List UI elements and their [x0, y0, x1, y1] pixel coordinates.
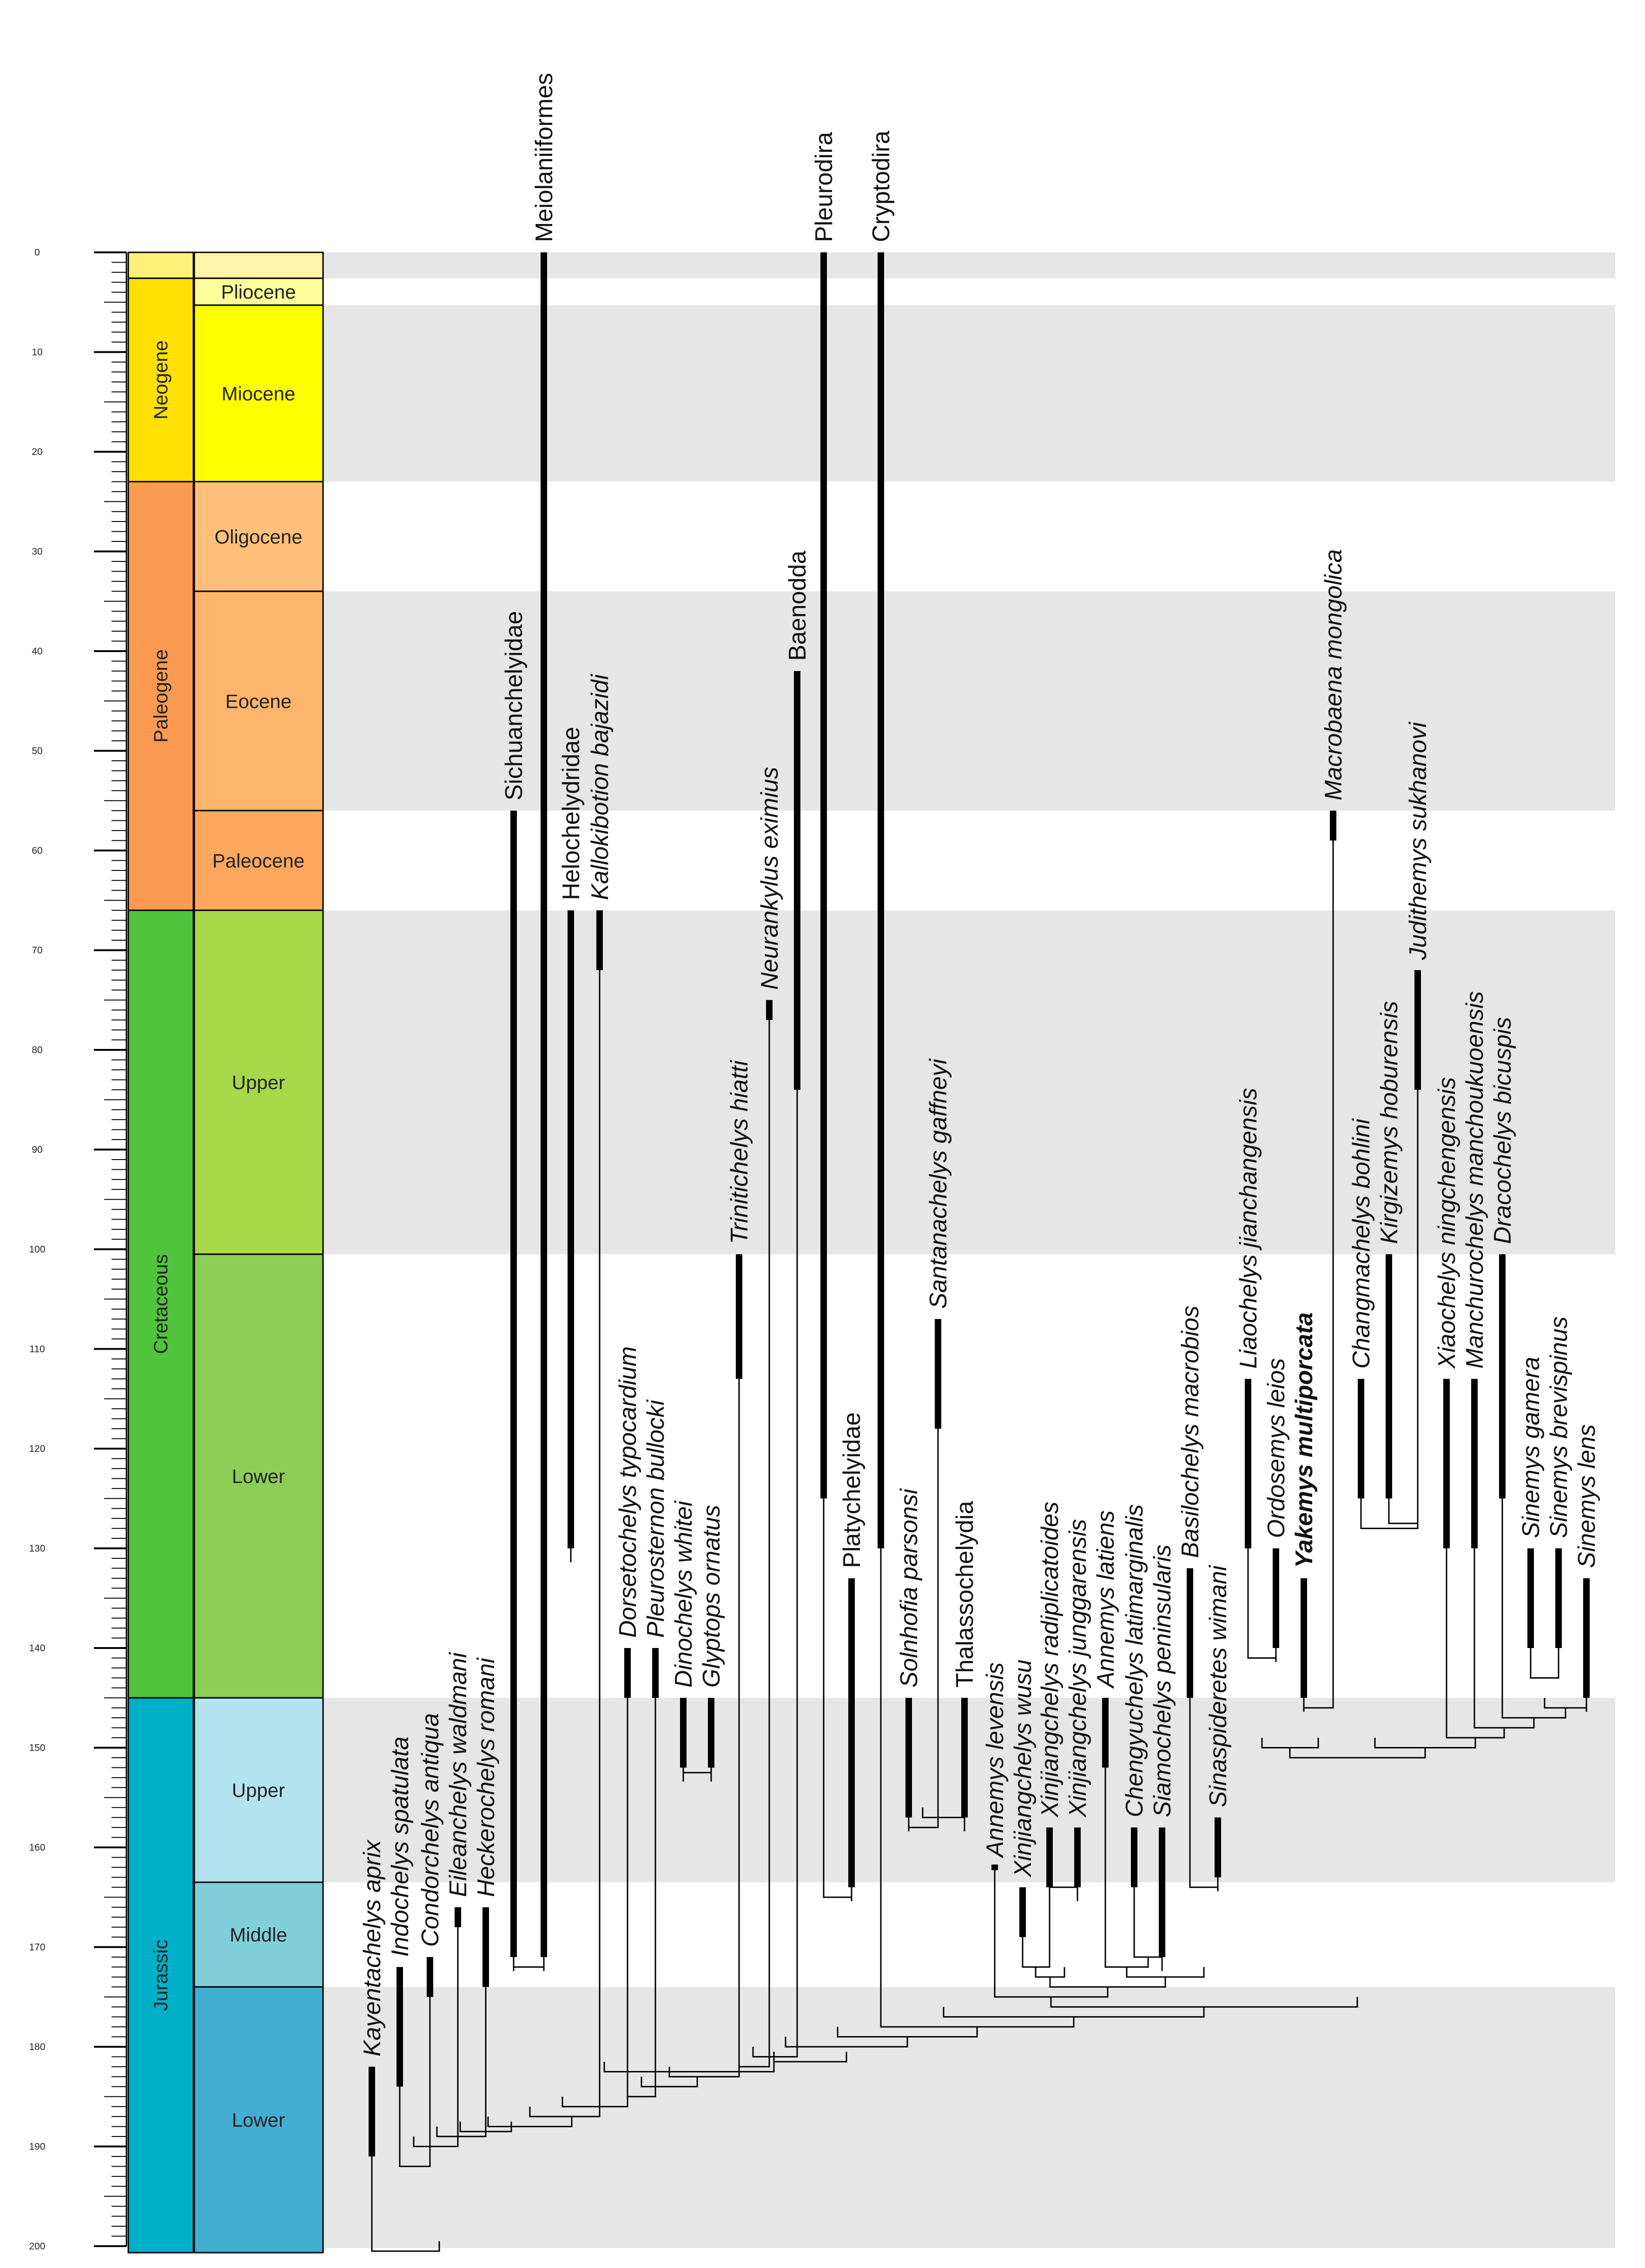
tree-node — [1531, 1648, 1559, 1678]
taxon-label: Glyptops ornatus — [698, 1505, 725, 1688]
scale-tick-label: 60 — [32, 845, 43, 856]
scale-tick-label: 100 — [29, 1244, 46, 1255]
scale-tick-label: 170 — [29, 1942, 46, 1953]
period-label: Neogene — [150, 340, 172, 420]
period-column — [128, 252, 193, 2253]
taxon-label: Dracochelys bicuspis — [1489, 1017, 1516, 1244]
taxon-label: Santanachelys gaffneyi — [925, 1059, 952, 1309]
epoch-column — [194, 252, 323, 2253]
taxon-label: Chengyuchelys latimarginalis — [1121, 1504, 1148, 1818]
scale-tick-label: 190 — [29, 2141, 46, 2152]
taxon-label: Trinitichelys hiatti — [726, 1060, 753, 1244]
tree-node — [1127, 1967, 1204, 1977]
scale-tick-label: 200 — [29, 2241, 46, 2252]
taxon-label: Annemys levensis — [982, 1662, 1009, 1857]
period-box — [128, 252, 193, 278]
scale-tick-label: 80 — [32, 1045, 43, 1055]
taxon-label: Neurankylus eximius — [756, 767, 783, 990]
taxon-label: Helochelydridae — [558, 726, 585, 900]
time-scale — [29, 247, 126, 2252]
epoch-label: Lower — [231, 1465, 285, 1487]
taxon-label: Pleurodira — [811, 132, 838, 242]
taxon-label: Dinochelys whitei — [670, 1501, 697, 1688]
epoch-label: Upper — [231, 1071, 285, 1094]
background-band — [323, 252, 1615, 278]
background-band — [323, 305, 1615, 482]
taxon-label: Sinemys brevispinus — [1546, 1316, 1572, 1538]
scale-tick-label: 120 — [29, 1444, 46, 1454]
scale-tick-label: 160 — [29, 1842, 46, 1853]
taxon-label: Eileanchelys waldmani — [445, 1652, 472, 1897]
taxon-label: Kirgizemys hoburensis — [1376, 1001, 1403, 1244]
tree-node — [514, 1957, 544, 1967]
taxon-label: Basilochelys macrobios — [1177, 1305, 1204, 1558]
taxon-label: Xiaochelys ningchengensis — [1434, 1077, 1460, 1369]
taxon-label: Meiolaniiformes — [531, 73, 558, 242]
period-label: Cretaceous — [150, 1254, 172, 1354]
scale-tick-label: 0 — [34, 247, 40, 258]
taxon-range-bar — [991, 1865, 998, 1870]
epoch-label: Middle — [230, 1924, 287, 1946]
tree-node — [1134, 1887, 1162, 1957]
taxon-label: Kallokibotion bajazidi — [587, 674, 614, 900]
epoch-label: Lower — [231, 2109, 285, 2131]
taxon-label: Manchurochelys manchoukuoensis — [1461, 991, 1488, 1369]
scale-tick-label: 10 — [32, 347, 43, 358]
taxon-label: Macrobaena mongolica — [1320, 549, 1347, 801]
taxon-label: Ordosemys leios — [1263, 1358, 1290, 1538]
taxon-label: Thalassochelydia — [951, 1501, 978, 1688]
taxon-label: Platychelyidae — [839, 1412, 865, 1568]
taxon-label: Changmachelys bohlini — [1348, 1119, 1375, 1369]
scale-tick-label: 70 — [32, 945, 43, 956]
epoch-label: Pliocene — [221, 281, 296, 303]
taxon-label: Xinjiangchelys wusu — [1010, 1659, 1037, 1877]
tree-node — [1023, 1887, 1050, 1967]
epoch-label: Oligocene — [214, 526, 303, 548]
taxon-label: Xinjiangchelys junggarensis — [1064, 1519, 1091, 1818]
epoch-label: Miocene — [221, 382, 296, 405]
tree-node — [1036, 1967, 1064, 1977]
taxon-label: Liaochelys jianchangensis — [1235, 1088, 1262, 1369]
scale-tick-label: 140 — [29, 1643, 46, 1654]
taxon-label: Siamochelys peninsularis — [1149, 1544, 1176, 1818]
taxon-label: Pleurosternon bullocki — [642, 1400, 669, 1638]
taxon-label: Yakemys multiporcata — [1291, 1312, 1318, 1568]
scale-tick-label: 50 — [32, 745, 43, 757]
scale-tick-label: 150 — [29, 1742, 46, 1754]
taxon-label: Kayentachelys aprix — [359, 1840, 386, 2057]
period-label: Jurassic — [150, 1939, 172, 2011]
scale-tick-label: 40 — [32, 646, 43, 657]
taxon-label: Sinemys lens — [1573, 1424, 1600, 1568]
taxon-label: Sinaspideretes wimani — [1205, 1565, 1232, 1807]
scale-tick-label: 20 — [32, 447, 43, 457]
taxon-label: Annemys latiens — [1092, 1510, 1119, 1688]
taxon-label: Cryptodira — [868, 131, 895, 242]
taxon-label: Xinjiangchelys radiplicatoides — [1037, 1501, 1064, 1818]
tree-node — [1248, 1549, 1276, 1658]
scale-tick-label: 30 — [32, 546, 43, 557]
tree-node — [1050, 1977, 1165, 1987]
scale-tick-label: 110 — [29, 1344, 45, 1355]
taxon-label: Sinemys gamera — [1518, 1357, 1545, 1538]
period-label: Paleogene — [150, 649, 172, 743]
taxon-label: Solnhofia parsonsi — [896, 1489, 923, 1688]
epoch-label: Upper — [231, 1779, 285, 1801]
taxon-label: Sichuanchelyidae — [501, 611, 528, 801]
taxon-label: Indochelys spatulata — [387, 1736, 414, 1957]
epoch-label: Paleocene — [212, 850, 305, 872]
taxon-label: Heckerochelys romani — [473, 1658, 500, 1897]
epoch-box — [194, 252, 323, 278]
taxon-label: Dorsetochelys typocardium — [614, 1346, 641, 1638]
background-band — [323, 1987, 1615, 2248]
scale-tick-label: 180 — [29, 2042, 46, 2052]
taxon-label: Baenodda — [784, 550, 811, 661]
scale-tick-label: 90 — [32, 1144, 43, 1155]
scale-tick-label: 130 — [29, 1543, 46, 1554]
epoch-label: Eocene — [225, 690, 292, 712]
taxon-label: Condorchelys antiqua — [417, 1713, 444, 1947]
taxon-label: Judithemys sukhanovi — [1405, 722, 1432, 960]
